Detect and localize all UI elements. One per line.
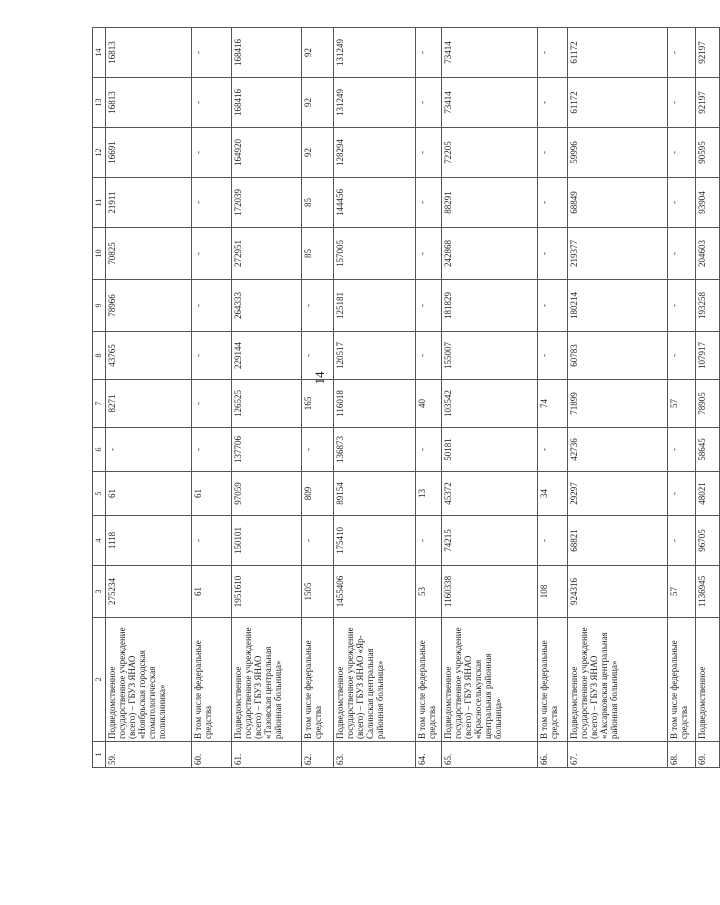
table-row bbox=[302, 28, 334, 768]
value-cell: 72205 bbox=[442, 128, 538, 178]
value-cell: 42736 bbox=[568, 428, 668, 472]
value-cell: 275234 bbox=[106, 566, 192, 618]
row-number: 66. bbox=[538, 742, 568, 768]
value-cell: - bbox=[668, 280, 696, 332]
value-cell: 168416 bbox=[232, 78, 302, 128]
value-cell: 29297 bbox=[568, 472, 668, 516]
value-cell: 150101 bbox=[232, 516, 302, 566]
value-cell: - bbox=[416, 178, 442, 228]
value-cell: 89154 bbox=[334, 472, 416, 516]
value-cell: - bbox=[668, 428, 696, 472]
value-cell: 61172 bbox=[568, 78, 668, 128]
row-name: В том числе федеральные средства bbox=[192, 618, 232, 742]
value-cell: 45372 bbox=[442, 472, 538, 516]
value-cell: 272951 bbox=[232, 228, 302, 280]
row-number: 67. bbox=[568, 742, 668, 768]
value-cell: - bbox=[192, 28, 232, 78]
table-row bbox=[442, 28, 538, 768]
table-row bbox=[696, 28, 720, 768]
value-cell: 78905 bbox=[696, 380, 720, 428]
row-name: Подведомственное государственное учреждение (всего) – ГБУЗ ЯНАО «Ноябрьская городская стоматологическая поликлиника» bbox=[106, 618, 192, 742]
value-cell: 57 bbox=[668, 380, 696, 428]
row-name: Подведомственное государственное учреждение (всего) – ГБУЗ ЯНАО «Красноселькупская центральная районная больница» bbox=[442, 618, 538, 742]
value-cell: 73414 bbox=[442, 28, 538, 78]
value-cell: 136873 bbox=[334, 428, 416, 472]
value-cell: 71899 bbox=[568, 380, 668, 428]
value-cell: 924316 bbox=[568, 566, 668, 618]
value-cell: 21911 bbox=[106, 178, 192, 228]
row-number: 63. bbox=[334, 742, 416, 768]
value-cell: 61 bbox=[192, 472, 232, 516]
value-cell: 58645 bbox=[696, 428, 720, 472]
table-row bbox=[106, 28, 192, 768]
value-cell: 1455406 bbox=[334, 566, 416, 618]
value-cell: 16813 bbox=[106, 78, 192, 128]
value-cell: 219377 bbox=[568, 228, 668, 280]
value-cell: - bbox=[106, 428, 192, 472]
value-cell: 34 bbox=[538, 472, 568, 516]
value-cell: - bbox=[538, 332, 568, 380]
value-cell: 92 bbox=[302, 128, 334, 178]
value-cell: 68821 bbox=[568, 516, 668, 566]
value-cell: 157005 bbox=[334, 228, 416, 280]
value-cell: - bbox=[668, 228, 696, 280]
value-cell: - bbox=[192, 516, 232, 566]
row-name: В том числе федеральные средства bbox=[416, 618, 442, 742]
value-cell: 126525 bbox=[232, 380, 302, 428]
column-number: 6 bbox=[93, 428, 106, 472]
value-cell: 53 bbox=[416, 566, 442, 618]
value-cell: - bbox=[668, 28, 696, 78]
value-cell: 68849 bbox=[568, 178, 668, 228]
value-cell: - bbox=[302, 280, 334, 332]
value-cell: 193258 bbox=[696, 280, 720, 332]
column-number: 9 bbox=[93, 280, 106, 332]
header-row bbox=[93, 28, 106, 768]
value-cell: - bbox=[302, 332, 334, 380]
row-number: 68. bbox=[668, 742, 696, 768]
value-cell: 1136945 bbox=[696, 566, 720, 618]
value-cell: - bbox=[416, 228, 442, 280]
value-cell: 809 bbox=[302, 472, 334, 516]
value-cell: - bbox=[302, 428, 334, 472]
value-cell: - bbox=[668, 178, 696, 228]
value-cell: - bbox=[538, 228, 568, 280]
value-cell: 107917 bbox=[696, 332, 720, 380]
value-cell: 155007 bbox=[442, 332, 538, 380]
row-number: 69. bbox=[696, 742, 720, 768]
value-cell: 96705 bbox=[696, 516, 720, 566]
value-cell: 97059 bbox=[232, 472, 302, 516]
value-cell: - bbox=[192, 280, 232, 332]
table-row bbox=[538, 28, 568, 768]
value-cell: 60783 bbox=[568, 332, 668, 380]
value-cell: 40 bbox=[416, 380, 442, 428]
value-cell: 59996 bbox=[568, 128, 668, 178]
row-name: Подведомственное bbox=[696, 618, 720, 742]
row-name: В том числе федеральные средства bbox=[668, 618, 696, 742]
value-cell: 1505 bbox=[302, 566, 334, 618]
column-number: 3 bbox=[93, 566, 106, 618]
value-cell: 116018 bbox=[334, 380, 416, 428]
value-cell: - bbox=[538, 428, 568, 472]
value-cell: 92 bbox=[302, 78, 334, 128]
value-cell: - bbox=[538, 128, 568, 178]
value-cell: 165 bbox=[302, 380, 334, 428]
value-cell: - bbox=[668, 516, 696, 566]
table-row bbox=[668, 28, 696, 768]
value-cell: 70825 bbox=[106, 228, 192, 280]
value-cell: - bbox=[192, 228, 232, 280]
value-cell: - bbox=[668, 472, 696, 516]
value-cell: - bbox=[416, 516, 442, 566]
value-cell: 85 bbox=[302, 178, 334, 228]
value-cell: - bbox=[416, 428, 442, 472]
table-row bbox=[232, 28, 302, 768]
value-cell: 61 bbox=[106, 472, 192, 516]
value-cell: 92197 bbox=[696, 28, 720, 78]
row-number: 64. bbox=[416, 742, 442, 768]
row-number: 65. bbox=[442, 742, 538, 768]
value-cell: 128294 bbox=[334, 128, 416, 178]
value-cell: 108 bbox=[538, 566, 568, 618]
value-cell: 131249 bbox=[334, 78, 416, 128]
value-cell: 57 bbox=[668, 566, 696, 618]
table-row bbox=[192, 28, 232, 768]
value-cell: - bbox=[416, 28, 442, 78]
value-cell: 48021 bbox=[696, 472, 720, 516]
value-cell: 1951610 bbox=[232, 566, 302, 618]
value-cell: 103542 bbox=[442, 380, 538, 428]
value-cell: 1160338 bbox=[442, 566, 538, 618]
value-cell: 125181 bbox=[334, 280, 416, 332]
value-cell: - bbox=[192, 178, 232, 228]
table-row bbox=[568, 28, 668, 768]
column-number: 7 bbox=[93, 380, 106, 428]
value-cell: 13 bbox=[416, 472, 442, 516]
row-name: В том числе федеральные средства bbox=[302, 618, 334, 742]
column-number: 8 bbox=[93, 332, 106, 380]
column-number: 11 bbox=[93, 178, 106, 228]
value-cell: 92 bbox=[302, 28, 334, 78]
row-number: 60. bbox=[192, 742, 232, 768]
value-cell: 74 bbox=[538, 380, 568, 428]
value-cell: 74215 bbox=[442, 516, 538, 566]
value-cell: 120517 bbox=[334, 332, 416, 380]
value-cell: 172039 bbox=[232, 178, 302, 228]
row-number: 62. bbox=[302, 742, 334, 768]
table-row bbox=[416, 28, 442, 768]
value-cell: 1118 bbox=[106, 516, 192, 566]
value-cell: 180214 bbox=[568, 280, 668, 332]
document-sheet bbox=[92, 28, 707, 768]
column-number: 4 bbox=[93, 516, 106, 566]
value-cell: - bbox=[538, 280, 568, 332]
value-cell: 8271 bbox=[106, 380, 192, 428]
value-cell: 90595 bbox=[696, 128, 720, 178]
value-cell: 85 bbox=[302, 228, 334, 280]
value-cell: - bbox=[192, 78, 232, 128]
value-cell: 61172 bbox=[568, 28, 668, 78]
column-number: 1 bbox=[93, 742, 106, 768]
value-cell: - bbox=[668, 78, 696, 128]
value-cell: 175410 bbox=[334, 516, 416, 566]
value-cell: 88291 bbox=[442, 178, 538, 228]
table-row bbox=[334, 28, 416, 768]
value-cell: 204603 bbox=[696, 228, 720, 280]
value-cell: - bbox=[416, 280, 442, 332]
budget-table bbox=[92, 27, 720, 768]
row-name: Подведомственное государственное учреждение (всего) – ГБУЗ ЯНАО «Тазовская центральная районная больница» bbox=[232, 618, 302, 742]
column-number: 10 bbox=[93, 228, 106, 280]
value-cell: 16813 bbox=[106, 28, 192, 78]
value-cell: 73414 bbox=[442, 78, 538, 128]
row-number: 59. bbox=[106, 742, 192, 768]
value-cell: 181829 bbox=[442, 280, 538, 332]
column-number: 5 bbox=[93, 472, 106, 516]
value-cell: 93904 bbox=[696, 178, 720, 228]
value-cell: 50181 bbox=[442, 428, 538, 472]
value-cell: 264333 bbox=[232, 280, 302, 332]
value-cell: - bbox=[538, 78, 568, 128]
value-cell: - bbox=[192, 428, 232, 472]
value-cell: - bbox=[192, 332, 232, 380]
column-number: 12 bbox=[93, 128, 106, 178]
value-cell: 137706 bbox=[232, 428, 302, 472]
row-name: Подведомственное государственное учреждение (всего) – ГБУЗ ЯНАО «Аксарковская центральная районная больница» bbox=[568, 618, 668, 742]
value-cell: 16691 bbox=[106, 128, 192, 178]
value-cell: - bbox=[538, 28, 568, 78]
value-cell: - bbox=[302, 516, 334, 566]
value-cell: 164920 bbox=[232, 128, 302, 178]
value-cell: - bbox=[538, 516, 568, 566]
column-number: 2 bbox=[93, 618, 106, 742]
page-number: 14 bbox=[312, 371, 327, 385]
value-cell: - bbox=[668, 128, 696, 178]
value-cell: 131249 bbox=[334, 28, 416, 78]
value-cell: 78966 bbox=[106, 280, 192, 332]
value-cell: - bbox=[668, 332, 696, 380]
row-number: 61. bbox=[232, 742, 302, 768]
column-number: 14 bbox=[93, 28, 106, 78]
value-cell: 61 bbox=[192, 566, 232, 618]
value-cell: 242868 bbox=[442, 228, 538, 280]
value-cell: 168416 bbox=[232, 28, 302, 78]
value-cell: 43765 bbox=[106, 332, 192, 380]
row-name: Подведомственное государственное учреждение (всего) – ГБУЗ ЯНАО «Яр-Салинская центральная районная больница» bbox=[334, 618, 416, 742]
value-cell: 92197 bbox=[696, 78, 720, 128]
value-cell: - bbox=[538, 178, 568, 228]
value-cell: - bbox=[416, 332, 442, 380]
value-cell: - bbox=[416, 78, 442, 128]
value-cell: - bbox=[192, 128, 232, 178]
row-name: В том числе федеральные средства bbox=[538, 618, 568, 742]
value-cell: 229144 bbox=[232, 332, 302, 380]
value-cell: - bbox=[192, 380, 232, 428]
value-cell: 144456 bbox=[334, 178, 416, 228]
column-number: 13 bbox=[93, 78, 106, 128]
value-cell: - bbox=[416, 128, 442, 178]
